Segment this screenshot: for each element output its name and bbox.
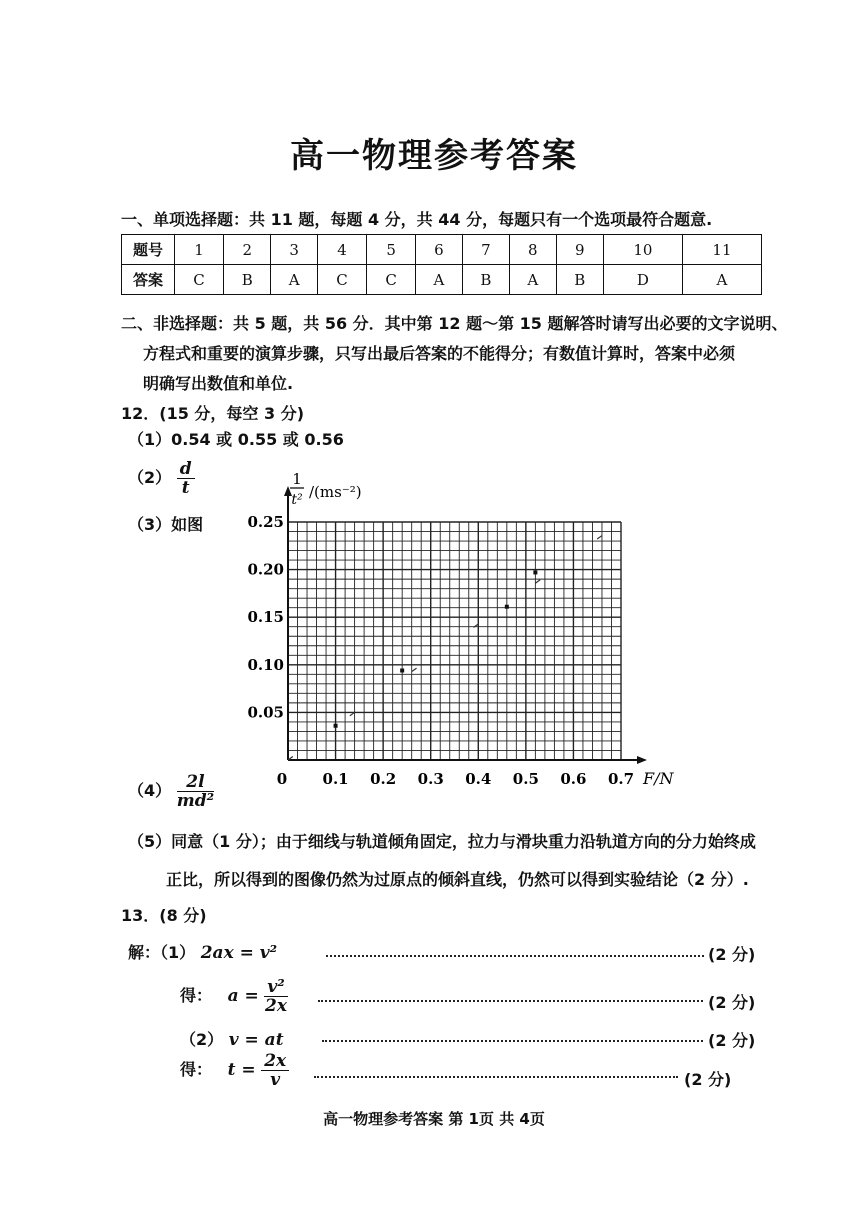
fraction-denominator: v [270,1070,281,1090]
row-label-answer: 答案 [122,265,175,295]
answer-cell: D [603,265,682,295]
question-number-cell: 8 [510,235,557,265]
data-point [505,605,509,609]
q13-step1-score: (2 分) [708,945,756,964]
q12-part4-label: （4） [128,781,172,800]
section2-line3: 明确写出数值和单位. [143,374,294,393]
y-tick-label: 0.05 [247,703,284,722]
page-footer: 高一物理参考答案 第 1页 共 4页 [323,1110,545,1128]
q12-part4-fraction [177,773,214,810]
answer-cell: B [462,265,509,295]
q13-step2-label: 得： [180,986,213,1005]
x-tick-label: 0.3 [417,770,444,788]
question-number-cell: 9 [556,235,603,265]
q12-header: 12．(15 分，每空 3 分) [121,404,305,423]
y-tick-label: 0.20 [247,560,284,579]
leader-dots [326,955,704,957]
answer-cell: C [367,265,416,295]
question-number-cell: 1 [175,235,224,265]
q13-step2 [180,978,288,1015]
q13-step3-label: （2） [180,1030,224,1049]
q13-step4-lhs: t = [227,1060,256,1080]
x-tick-label: 0.4 [465,770,492,788]
y-tick-label: 0.10 [247,655,284,674]
y-axis-label-numerator: 1 [292,470,302,488]
q12-part2-fraction [177,460,195,497]
question-number-cell: 6 [416,235,463,265]
q13-step3-equation: v = at [228,1030,284,1050]
q12-part5-line1: （5）同意（1 分）；由于细线与轨道倾角固定，拉力与滑块重力沿轨道方向的分力始终成 [128,832,756,851]
y-tick-label: 0.25 [247,513,284,531]
x-axis-label: F/N [643,769,674,788]
fraction-denominator: t [181,478,190,498]
question-number-cell: 2 [224,235,271,265]
origin-label: 0 [276,770,288,788]
question-number-cell: 4 [317,235,366,265]
answer-table [121,234,762,295]
answer-cell: C [317,265,366,295]
answer-cell: C [175,265,224,295]
q13-step4-score: (2 分) [684,1070,732,1089]
fraction-numerator: 2l [177,773,214,792]
q12-part5-line2: 正比，所以得到的图像仍然为过原点的倾斜直线，仍然可以得到实验结论（2 分）. [166,870,749,889]
q13-step2-fraction [264,978,287,1015]
answer-row [122,265,762,295]
q13-step4 [180,1052,289,1089]
answer-cell: B [556,265,603,295]
y-axis-label-denominator: t² [291,492,303,508]
f-vs-inverse-t2-chart [245,470,685,800]
section1-heading: 一、单项选择题：共 11 题，每题 4 分，共 44 分，每题只有一个选项最符合题意. [121,210,713,229]
answer-cell: A [271,265,318,295]
fraction-numerator: 2x [261,1052,289,1071]
leader-dots [314,1076,678,1078]
section2-line1: 二、非选择题：共 5 题，共 56 分．其中第 12 题～第 15 题解答时请写出必要的文字说明、 [121,314,788,333]
chart-ticks [247,513,634,788]
x-axis-arrow [637,756,647,764]
q13-step1-equation: 2ax = v² [200,943,278,963]
y-axis-label-unit: /(ms⁻²) [309,483,362,501]
q13-step3 [180,1027,284,1050]
q12-part4 [128,773,214,810]
leader-dots [318,1000,703,1002]
y-tick-label: 0.15 [247,608,284,627]
q12-part2 [128,460,195,497]
q13-step1-label: 解：（1） [128,943,196,962]
question-number-cell: 7 [462,235,509,265]
q12-part1: （1）0.54 或 0.55 或 0.56 [128,430,344,449]
fraction-denominator: md² [176,791,215,811]
x-tick-label: 0.2 [370,770,397,788]
q13-step2-lhs: a = [227,986,259,1006]
leader-dots [322,1040,703,1042]
question-number-cell: 5 [367,235,416,265]
fraction-denominator: 2x [265,996,287,1016]
q13-header: 13．(8 分) [121,906,207,925]
chart-marks [288,522,621,760]
q13-step4-fraction [261,1052,289,1089]
x-tick-label: 0.7 [607,770,635,788]
question-number-cell: 10 [603,235,682,265]
question-number-cell: 3 [271,235,318,265]
q13-step1 [128,940,277,963]
answer-cell: A [416,265,463,295]
x-tick-label: 0.5 [512,770,539,788]
q13-step2-score: (2 分) [708,993,756,1012]
row-label-question: 题号 [122,235,175,265]
question-number-row [122,235,762,265]
question-number-cell: 11 [682,235,761,265]
x-tick-label: 0.6 [560,770,587,788]
answer-cell: A [510,265,557,295]
data-point [334,724,338,728]
data-point [533,570,537,574]
answer-cell: B [224,265,271,295]
q12-part2-label: （2） [128,468,172,487]
fit-line [288,522,621,760]
fraction-numerator: v² [264,978,287,997]
x-tick-label: 0.1 [322,770,349,788]
data-point [400,669,404,673]
answer-cell: A [682,265,761,295]
fraction-numerator: d [177,460,195,479]
q13-step4-label: 得： [180,1060,213,1079]
section2-line2: 方程式和重要的演算步骤，只写出最后答案的不能得分；有数值计算时，答案中必须 [143,344,736,363]
q12-part3: （3）如图 [128,515,204,534]
page-title: 高一物理参考答案 [290,136,578,176]
q13-step3-score: (2 分) [708,1031,756,1050]
